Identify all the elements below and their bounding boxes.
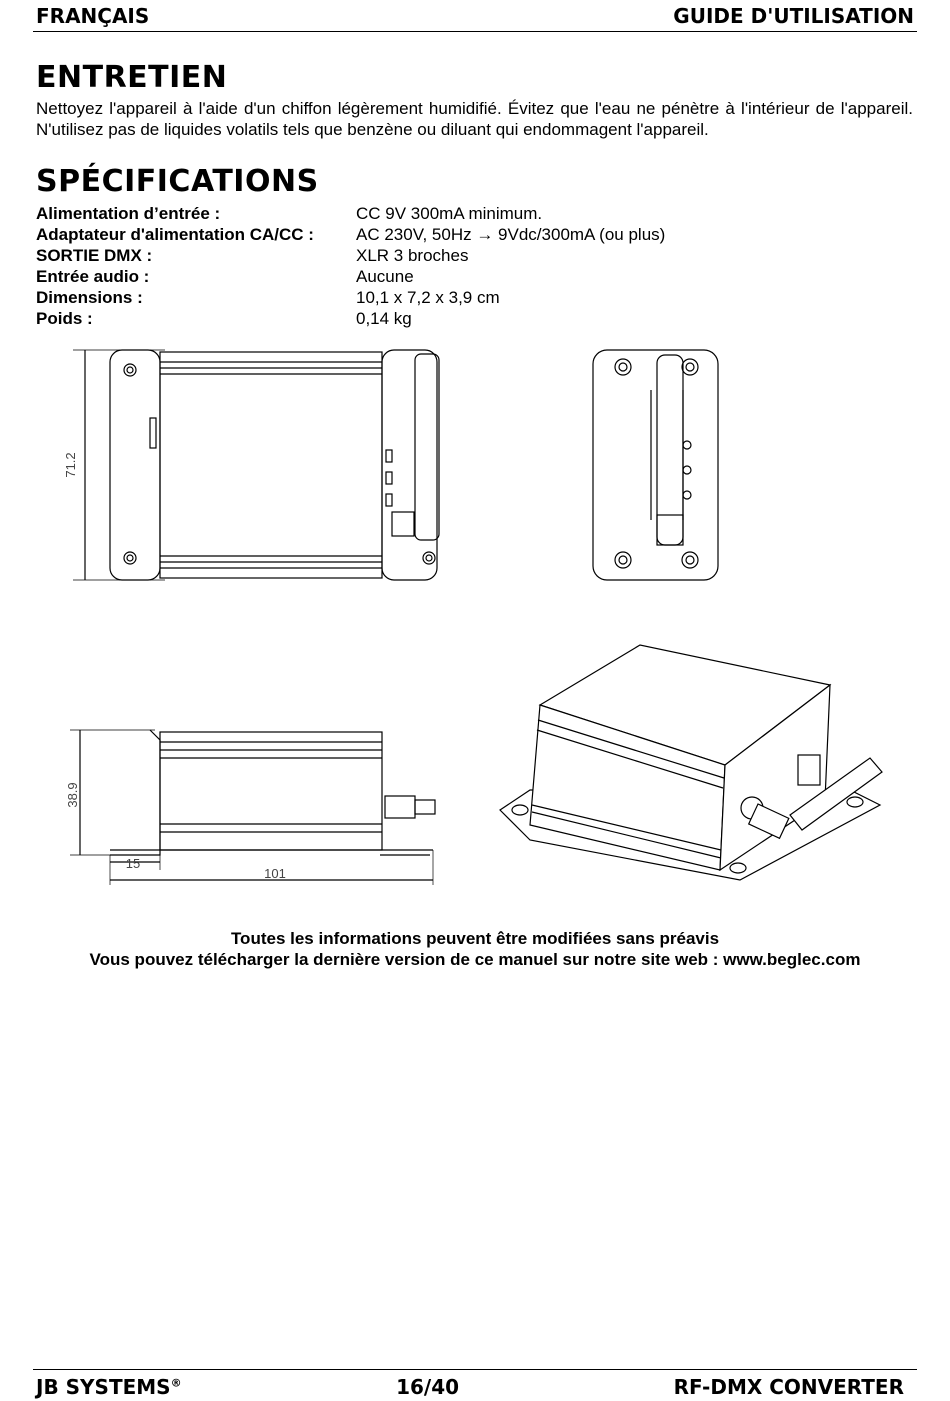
- right-flange: [382, 350, 437, 580]
- left-flange: [110, 350, 160, 580]
- spec-label: Entrée audio :: [36, 267, 150, 286]
- mount-hole: [682, 359, 698, 375]
- spec-value: Aucune: [356, 267, 414, 286]
- spec-table: [36, 203, 665, 329]
- registered-mark: ®: [170, 1376, 182, 1390]
- end-view-drawing: [585, 345, 725, 585]
- spec-row: [36, 266, 665, 287]
- specifications-heading: SPÉCIFICATIONS: [36, 164, 319, 199]
- header-rule: [33, 31, 917, 32]
- mount-hole: [615, 552, 631, 568]
- housing-body: [160, 352, 382, 578]
- spec-row: [36, 245, 665, 266]
- header-guide-title: GUIDE D'UTILISATION: [673, 4, 914, 28]
- spec-value: 0,14 kg: [356, 309, 412, 328]
- perspective-drawing: [490, 640, 890, 885]
- mount-hole: [682, 552, 698, 568]
- header-language: FRANÇAIS: [36, 4, 150, 28]
- spec-row: [36, 224, 665, 245]
- spec-label: Adaptateur d'alimentation CA/CC :: [36, 225, 314, 244]
- spec-label: Poids :: [36, 309, 93, 328]
- mount-hole: [124, 364, 136, 376]
- mount-hole: [423, 552, 435, 564]
- page-header: [36, 2, 914, 30]
- footer-rule: [33, 1369, 917, 1370]
- flange-dimension-label: 15: [125, 856, 141, 871]
- spec-label: Dimensions :: [36, 288, 143, 307]
- spec-value: 10,1 x 7,2 x 3,9 cm: [356, 288, 500, 307]
- maintenance-heading: ENTRETIEN: [36, 60, 228, 95]
- spec-label: Alimentation d’entrée :: [36, 204, 221, 223]
- left-flange: [110, 730, 160, 855]
- spec-value: AC 230V, 50Hz → 9Vdc/300mA (ou plus): [356, 225, 666, 244]
- notice-line-1: Toutes les informations peuvent être modifiées sans préavis: [230, 929, 720, 948]
- antenna: [415, 354, 439, 540]
- spec-row: [36, 308, 665, 329]
- spec-row: [36, 203, 665, 224]
- top-view-drawing: [55, 340, 455, 590]
- length-dimension-label: 101: [264, 866, 286, 881]
- spec-value: XLR 3 broches: [356, 246, 469, 265]
- page-number: 16/40: [396, 1375, 460, 1399]
- indicator: [798, 755, 820, 785]
- spec-value: CC 9V 300mA minimum.: [356, 204, 543, 223]
- footer-brand: [36, 1375, 182, 1399]
- spec-row: [36, 287, 665, 308]
- footer-product: RF-DMX CONVERTER: [673, 1375, 904, 1399]
- mount-hole: [615, 359, 631, 375]
- maintenance-text: Nettoyez l'appareil à l'aide d'un chiffon légèrement humidifié. Évitez que l'eau ne pénètre à l'intérieur de l'appareil. N'utilisez pas de liquides volatils tels que benzène ou diluant qui endommagent l'appareil.: [36, 99, 913, 139]
- connector: [385, 796, 415, 818]
- side-height-dimension-label: 38.9: [65, 782, 80, 808]
- notice-line-2: Vous pouvez télécharger la dernière version de ce manuel sur notre site web : www.beglec.com: [89, 950, 861, 969]
- antenna: [657, 355, 683, 545]
- spec-label: SORTIE DMX :: [36, 246, 153, 265]
- brand-name: JB SYSTEMS: [36, 1375, 171, 1399]
- connector: [392, 512, 414, 536]
- side-view-drawing: [55, 720, 455, 890]
- mount-hole: [124, 552, 136, 564]
- end-plate: [593, 350, 718, 580]
- height-dimension-label: 71.2: [63, 452, 78, 478]
